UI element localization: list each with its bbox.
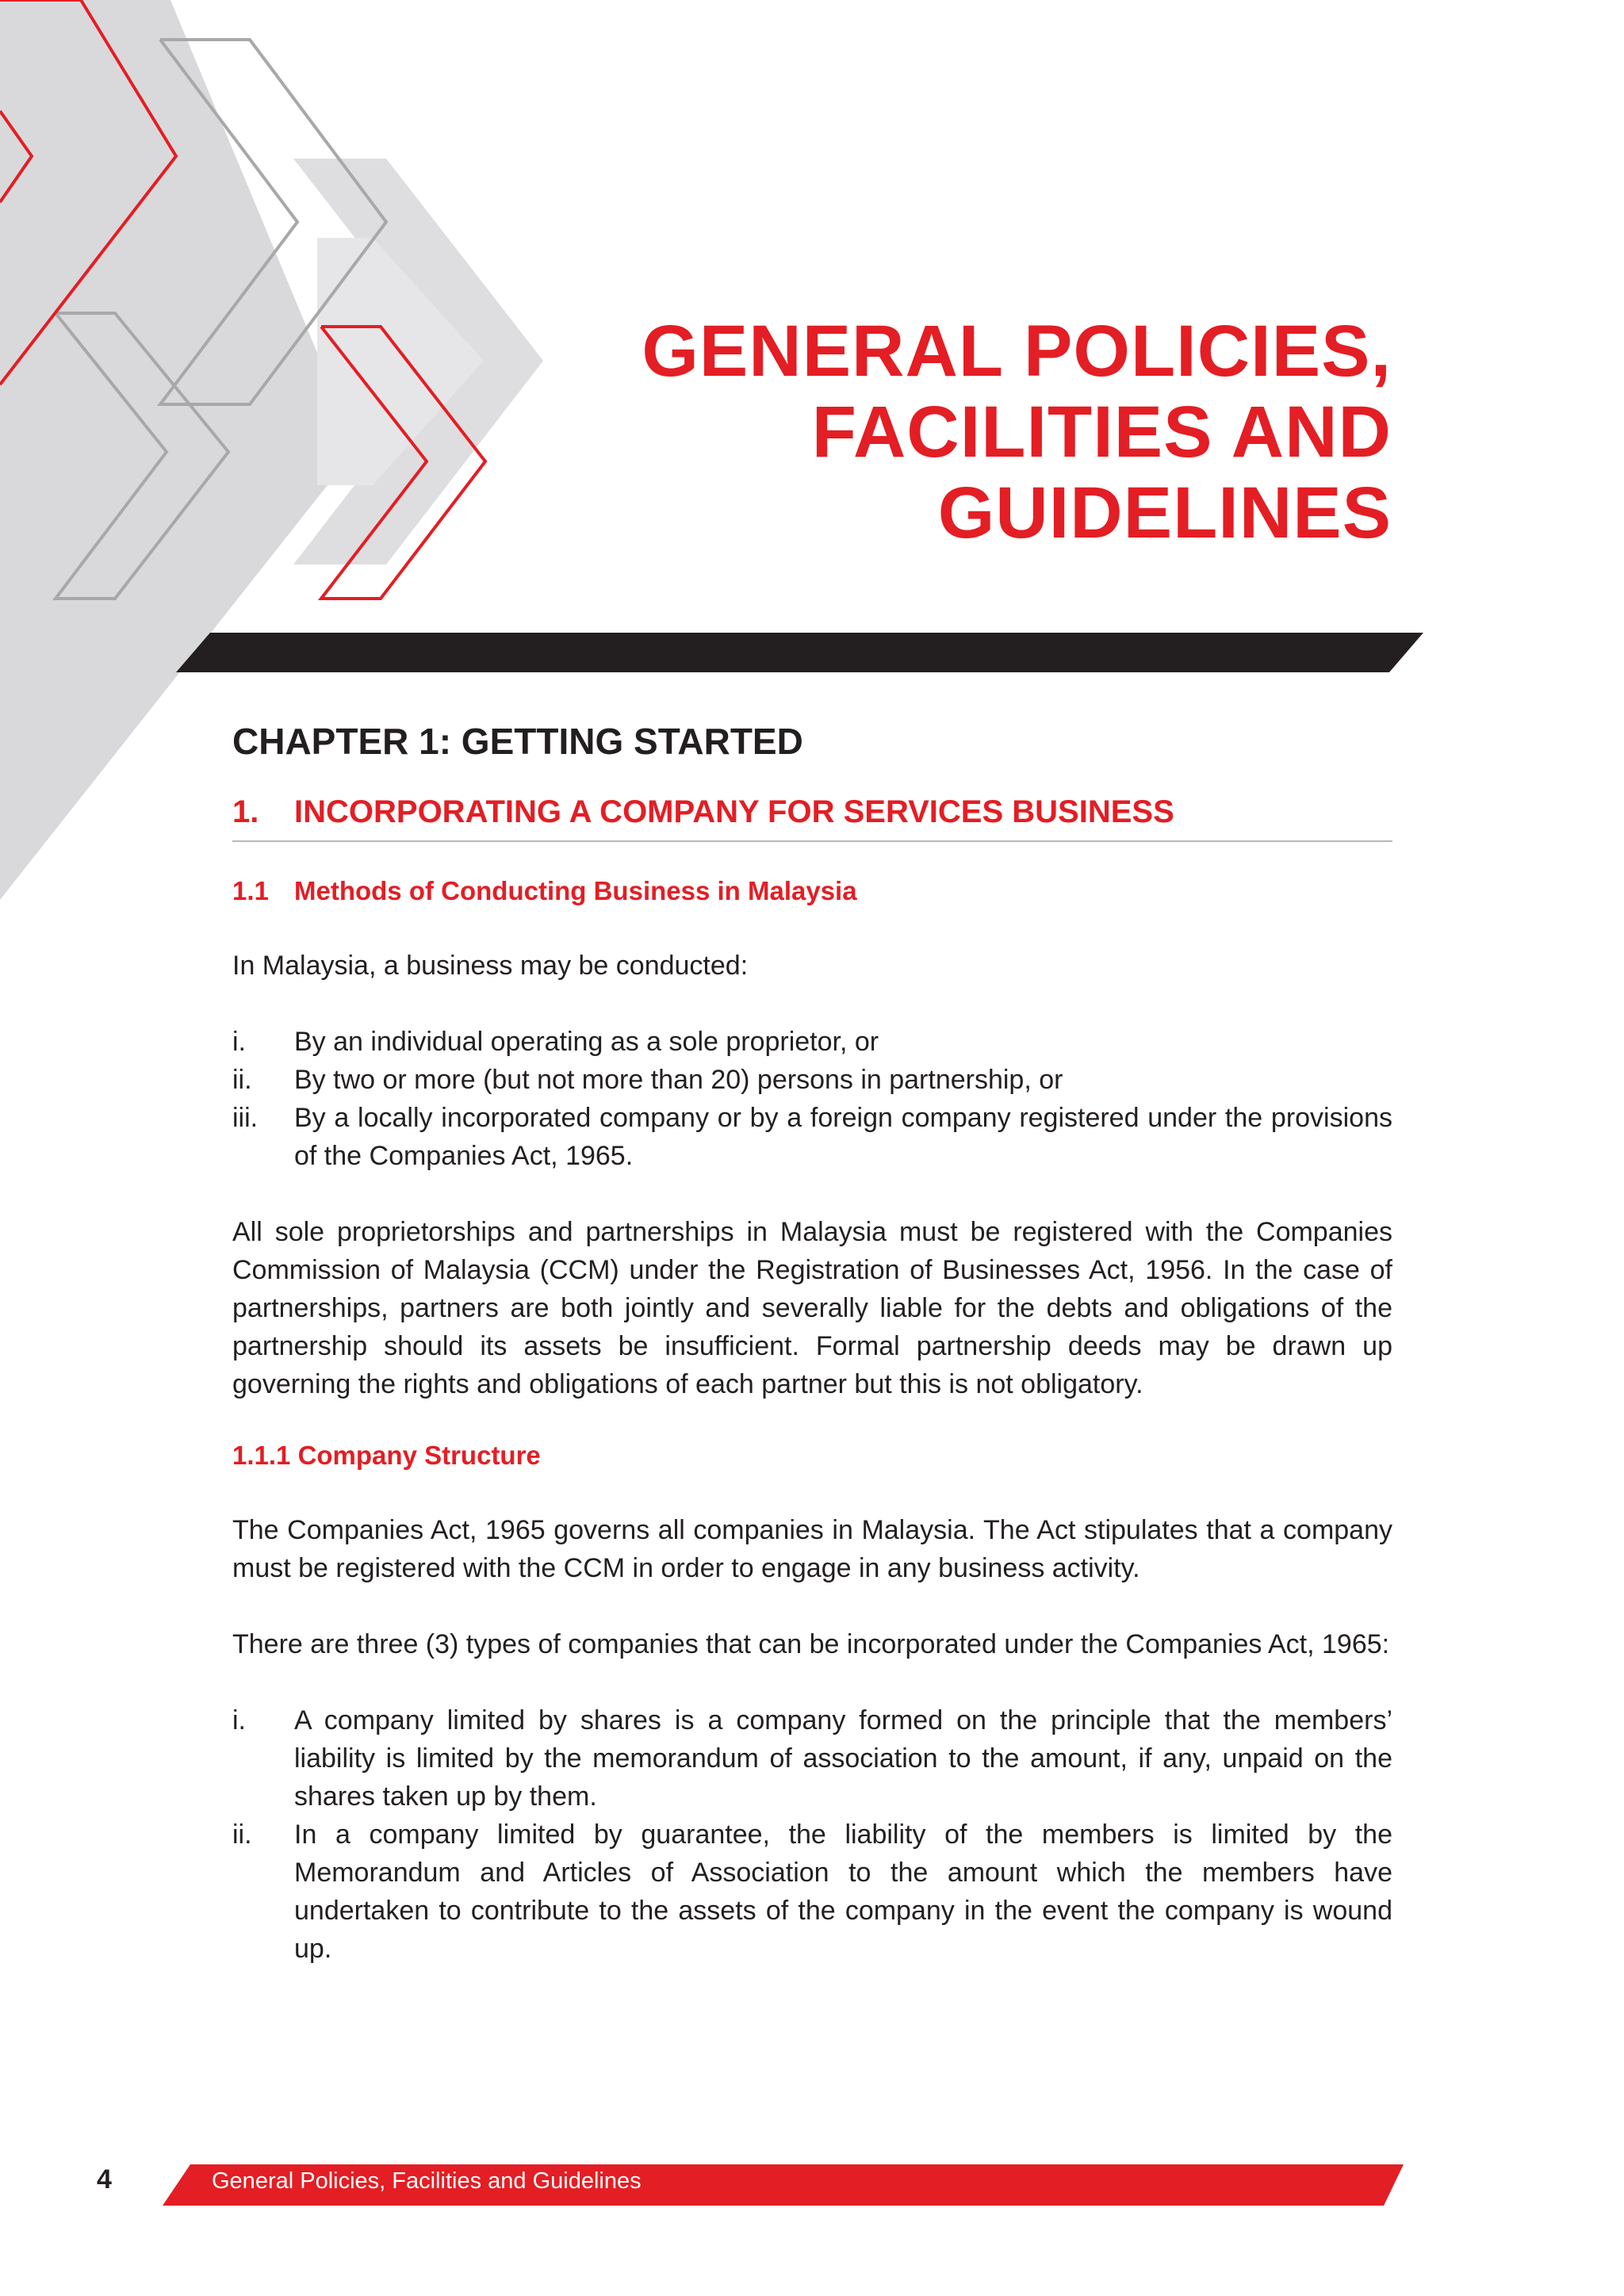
list-item-text: By two or more (but not more than 20) persons in partnership, or [294, 1065, 1063, 1095]
list-item-text: In a company limited by guarantee, the liability of the members is limited by the Memorandum and Articles of Association to the amount which the members have undertaken to contribute to the assets of the company in the event the company is wound up. [294, 1820, 1392, 1964]
list-item-number: i. [232, 1027, 246, 1057]
list-item-text: A company limited by shares is a company formed on the principle that the members’ liability is limited by the memorandum of association to the amount, if any, unpaid on the shares taken up by them. [294, 1705, 1392, 1812]
list-item-number: i. [232, 1705, 246, 1735]
title-line-2: FACILITIES AND [811, 391, 1392, 473]
subsection-number: 1.1 [232, 876, 269, 905]
black-header-band [176, 633, 1423, 672]
list-item-number: ii. [232, 1065, 252, 1095]
chapter-heading: CHAPTER 1: GETTING STARTED [232, 721, 803, 762]
list-item [232, 1023, 1392, 1061]
list-item [232, 1816, 1392, 1968]
subsection-title: Methods of Conducting Business in Malaysia [294, 876, 857, 905]
page-number: 4 [97, 2164, 112, 2195]
section-heading [232, 791, 1392, 842]
list-item-text: By a locally incorporated company or by a foreign company registered under the provisions of the Companies Act, 1965. [294, 1103, 1392, 1171]
company-types-list [232, 1701, 1392, 1968]
title-line-3: GUIDELINES [937, 472, 1392, 553]
list-item [232, 1099, 1392, 1175]
list-item-number: ii. [232, 1820, 252, 1850]
list-item-number: iii. [232, 1103, 259, 1133]
title-line-1: GENERAL POLICIES, [642, 310, 1392, 392]
partnership-paragraph: All sole proprietorships and partnerships in Malaysia must be registered with the Companies Commission of Malaysia (CCM) under the Registration of Businesses Act, 1956. In the case of partnerships, partners are both jointly and severally liable for the debts and obligations of the partnership should its assets be insufficient. Formal partnership deeds may be drawn up governing the rights and obligations of each partner but this is not obligatory. [232, 1217, 1392, 1399]
list-item-text: By an individual operating as a sole proprietor, or [294, 1027, 879, 1057]
section-title: INCORPORATING A COMPANY FOR SERVICES BUSINESS [294, 794, 1174, 829]
main-content [232, 718, 1392, 1968]
subsubsection-heading: 1.1.1 Company Structure [232, 1441, 541, 1470]
footer-title: General Policies, Facilities and Guidelines [212, 2168, 642, 2194]
list-item [232, 1061, 1392, 1099]
companies-act-paragraph: The Companies Act, 1965 governs all companies in Malaysia. The Act stipulates that a company must be registered with the CCM in order to engage in any business activity. [232, 1515, 1392, 1583]
methods-list [232, 1023, 1392, 1175]
section-number: 1. [232, 794, 259, 829]
company-types-intro: There are three (3) types of companies that can be incorporated under the Companies Act, 1965: [232, 1629, 1390, 1659]
page-title [440, 311, 1392, 553]
subsection-heading [232, 874, 1392, 909]
intro-paragraph: In Malaysia, a business may be conducted: [232, 951, 749, 981]
list-item [232, 1701, 1392, 1816]
